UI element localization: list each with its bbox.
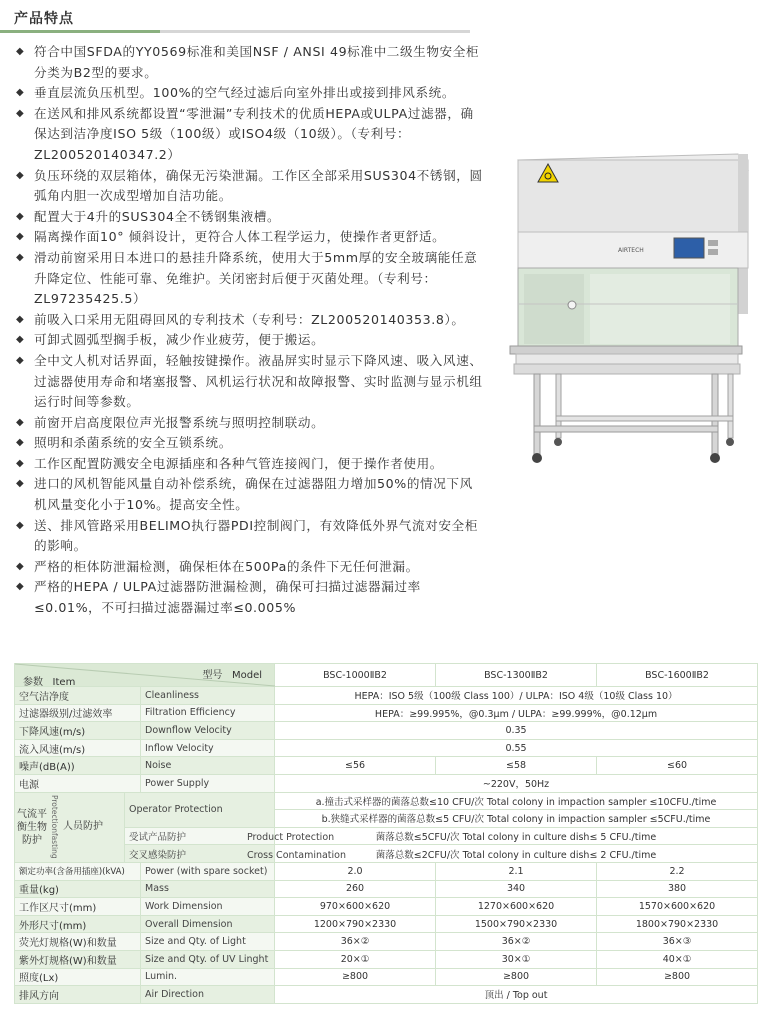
brand-label: AIRTECH — [618, 247, 644, 254]
row-value: 菌落总数≤5CFU/次 Total colony in culture dish≤ 5 CFU./time — [275, 827, 758, 845]
row-label-cn: 噪声(dB(A)) — [15, 757, 141, 775]
row-label-cn: 重量(kg) — [15, 880, 141, 898]
row-value: 1500×790×2330 — [436, 915, 597, 933]
row-label-en: Size and Qty. of Light — [141, 933, 275, 951]
row-label-en: Product Protection — [247, 832, 335, 844]
protection-group-label-en: Protectionfasting — [50, 795, 59, 860]
row-label-cn: 排风方向 — [15, 986, 141, 1004]
caster-wheel-icon — [532, 453, 542, 463]
diamond-bullet-icon: ◆ — [16, 169, 25, 181]
model-label-en: Model — [231, 670, 263, 681]
diamond-bullet-icon: ◆ — [16, 107, 25, 119]
table-row — [15, 827, 758, 845]
row-value: 菌落总数≤2CFU/次 Total colony in culture dish≤ 2 CFU./time — [275, 845, 758, 863]
row-value: ≤58 — [436, 757, 597, 775]
row-label-cn: 受试产品防护 — [129, 832, 187, 844]
diamond-bullet-icon: ◆ — [16, 437, 25, 449]
diamond-bullet-icon: ◆ — [16, 251, 25, 263]
table-row — [15, 880, 758, 898]
row-label-en: Power (with spare socket) — [141, 862, 275, 880]
feature-item: ◆ 严格的柜体防泄漏检测，确保柜体在500Pa的条件下无任何泄漏。 — [14, 557, 484, 578]
row-value: ≤56 — [275, 757, 436, 775]
row-label-cn: 工作区尺寸(mm) — [15, 898, 141, 916]
feature-item: ◆ 送、排风管路采用BELIMO执行器PDI控制阀门，有效降低外界气流对安全柜的影响。 — [16, 517, 478, 554]
control-button — [708, 249, 718, 255]
row-value: HEPA：≥99.995%，@0.3μm / ULPA：≥99.999%，@0.12μm — [275, 704, 758, 722]
diamond-bullet-icon: ◆ — [16, 313, 25, 325]
row-label-cn: 外形尺寸(mm) — [15, 915, 141, 933]
diamond-bullet-icon: ◆ — [16, 210, 25, 222]
diamond-bullet-icon: ◆ — [16, 231, 25, 243]
feature-item: ◆ 严格的HEPA / ULPA过滤器防泄漏检测，确保可扫描过滤器漏过率≤0.01%，不可扫描过滤器漏过率≤0.005% — [16, 579, 421, 616]
row-value: 36×③ — [597, 933, 758, 951]
caster-wheel-icon — [554, 438, 562, 446]
feature-item: ◆ 负压环绕的双层箱体，确保无污染泄漏。工作区全部采用SUS304不锈钢，圆弧角内胆一次成型增加自洁功能。 — [16, 167, 483, 204]
row-value: 2.0 — [275, 862, 436, 880]
row-value: ≥800 — [275, 968, 436, 986]
row-value: 1570×600×620 — [597, 898, 758, 916]
table-row — [15, 986, 758, 1004]
feature-item: ◆ 可卸式圆弧型搁手板，减少作业疲劳，便于搬运。 — [14, 330, 484, 351]
table-row — [15, 687, 758, 705]
row-value: 36×② — [436, 933, 597, 951]
row-label-en — [125, 845, 347, 863]
biosafety-cabinet-image — [500, 150, 760, 480]
diamond-bullet-icon: ◆ — [16, 354, 25, 366]
diamond-bullet-icon: ◆ — [16, 87, 25, 99]
table-row — [15, 757, 758, 775]
row-label-en: Size and Qty. of UV Linght — [141, 950, 275, 968]
row-label-en: Noise — [141, 757, 275, 775]
row-value: 1270×600×620 — [436, 898, 597, 916]
table-row — [15, 774, 758, 792]
feature-item: ◆ 进口的风机智能风量自动补偿系统，确保在过滤器阻力增加50%的情况下风机风量变化小于10%。提高安全性。 — [16, 476, 473, 513]
row-value: 1200×790×2330 — [275, 915, 436, 933]
row-label-en: Filtration Efficiency — [141, 704, 275, 722]
row-label-en: Power Supply — [141, 774, 275, 792]
feature-item: ◆ 照明和杀菌系统的安全互锁系统。 — [14, 433, 484, 454]
row-label-en: Mass — [141, 880, 275, 898]
row-value: ≥800 — [597, 968, 758, 986]
row-value: ≤60 — [597, 757, 758, 775]
feature-item: ◆ 符合中国SFDA的YY0569标准和美国NSF / ANSI 49标准中二级生物安全柜分类为B2型的要求。 — [16, 44, 480, 80]
row-label-en: Cross Contamination — [247, 849, 347, 861]
diamond-bullet-icon: ◆ — [16, 334, 25, 346]
param-label: 参数 — [23, 677, 43, 688]
table-header-row — [15, 664, 758, 687]
row-value: 2.2 — [597, 862, 758, 880]
feature-item: ◆ 滑动前窗采用日本进口的悬挂升降系统，使用大于5mm厚的安全玻璃能任意升降定位、性能可靠、免维护。关闭密封后便于灭菌处理。（专利号：ZL97235425.5） — [16, 249, 478, 307]
control-button — [708, 240, 718, 246]
header-corner-cell — [15, 664, 275, 687]
model-header: BSC-1600ⅡB2 — [597, 664, 758, 687]
row-value: 1800×790×2330 — [597, 915, 758, 933]
feature-item: ◆ 隔离操作面10° 倾斜设计，更符合人体工程学运力，使操作者更舒适。 — [14, 227, 484, 248]
row-value: ≥800 — [436, 968, 597, 986]
spec-table — [14, 663, 758, 1004]
feature-list — [14, 42, 484, 619]
row-label-en: Operator Protection — [125, 792, 275, 827]
diamond-bullet-icon: ◆ — [16, 478, 25, 490]
table-row — [15, 950, 758, 968]
title-underline — [0, 30, 470, 33]
row-label-cn: 空气洁净度 — [15, 687, 141, 705]
lcd-screen — [674, 238, 704, 258]
diamond-bullet-icon: ◆ — [16, 46, 25, 57]
table-row — [15, 933, 758, 951]
row-value: 0.55 — [275, 739, 758, 757]
feature-item: ◆ 前窗开启高度限位声光报警系统与照明控制联动。 — [14, 413, 484, 434]
feature-item: ◆ 在送风和排风系统都设置“零泄漏”专利技术的优质HEPA或ULPA过滤器，确保达到洁净度ISO 5级（100级）或ISO4级（10级）。（专利号：ZL200520140347.2） — [16, 105, 474, 162]
table-row — [15, 704, 758, 722]
row-label-en: Cleanliness — [141, 687, 275, 705]
row-value: 30×① — [436, 950, 597, 968]
row-value: 380 — [597, 880, 758, 898]
row-label-en: Air Direction — [141, 986, 275, 1004]
diamond-bullet-icon: ◆ — [16, 581, 25, 593]
model-header: BSC-1000ⅡB2 — [275, 664, 436, 687]
row-value: 20×① — [275, 950, 436, 968]
row-label-en: Downflow Velocity — [141, 722, 275, 740]
row-label-cn: 过滤器级别/过滤效率 — [15, 704, 141, 722]
table-row — [15, 739, 758, 757]
row-value: 970×600×620 — [275, 898, 436, 916]
feature-item: ◆ 工作区配置防溅安全电源插座和各种气管连接阀门，便于操作者使用。 — [14, 454, 484, 475]
row-label-cn: 额定功率(含备用插座)(kVA) — [15, 862, 141, 880]
caster-wheel-icon — [710, 453, 720, 463]
row-value: 36×② — [275, 933, 436, 951]
diamond-bullet-icon: ◆ — [16, 457, 25, 469]
table-row — [15, 862, 758, 880]
row-value: 2.1 — [436, 862, 597, 880]
feature-item: ◆ 全中文人机对话界面，轻触按键操作。液晶屏实时显示下降风速、吸入风速、过滤器使用寿命和堵塞报警、风机运行状况和故障报警、实时监测与显示机组运行时间等参数。 — [16, 352, 483, 410]
table-row — [15, 792, 758, 810]
diamond-bullet-icon: ◆ — [16, 416, 25, 428]
row-label-cn: 流入风速(m/s) — [15, 739, 141, 757]
row-label-en: Inflow Velocity — [141, 739, 275, 757]
row-value: 40×① — [597, 950, 758, 968]
diamond-bullet-icon: ◆ — [16, 560, 25, 572]
row-label-cn: 照度(Lx) — [15, 968, 141, 986]
row-label-cn: 荧光灯规格(W)和数量 — [15, 933, 141, 951]
table-row — [15, 898, 758, 916]
row-value: a.撞击式采样器的菌落总数≤10 CFU/次 Total colony in impaction sampler ≤10CFU./time — [275, 792, 758, 810]
row-value: HEPA：ISO 5级（100级 Class 100）/ ULPA：ISO 4级（10级 Class 10） — [275, 687, 758, 705]
row-label-en: Overall Dimension — [141, 915, 275, 933]
model-label: 型号 — [202, 670, 223, 681]
table-row — [15, 845, 758, 863]
row-label-en — [125, 827, 335, 845]
row-label-en: Lumin. — [141, 968, 275, 986]
param-label-en: Item — [52, 677, 76, 688]
row-label-en: Work Dimension — [141, 898, 275, 916]
row-value: b.狭缝式采样器的菌落总数≤5 CFU/次 Total colony in impaction sampler ≤5CFU./time — [275, 810, 758, 828]
feature-item: ◆ 配置大于4升的SUS304全不锈钢集液槽。 — [14, 207, 484, 228]
row-value: 340 — [436, 880, 597, 898]
row-label-cn: 下降风速(m/s) — [15, 722, 141, 740]
caster-wheel-icon — [726, 438, 734, 446]
diamond-bullet-icon: ◆ — [16, 519, 25, 531]
row-value: ~220V，50Hz — [275, 774, 758, 792]
table-row — [15, 722, 758, 740]
feature-item: ◆ 垂直层流负压机型。100%的空气经过滤后向室外排出或接到排风系统。 — [14, 83, 484, 104]
protection-group-label: 气流平衡生物防护 — [17, 808, 47, 846]
row-label-cn: 电源 — [15, 774, 141, 792]
table-row — [15, 968, 758, 986]
protection-group-cell — [15, 792, 125, 862]
operator-protection-label: 人员防护 — [63, 820, 103, 832]
row-label-cn: 交叉感染防护 — [129, 849, 187, 861]
row-label-cn: 紫外灯规格(W)和数量 — [15, 950, 141, 968]
model-header: BSC-1300ⅡB2 — [436, 664, 597, 687]
table-row — [15, 915, 758, 933]
row-value: 顶出 / Top out — [275, 986, 758, 1004]
feature-item: ◆ 前吸入口采用无阻碍回风的专利技术（专利号：ZL200520140353.8）。 — [14, 310, 484, 331]
section-title: 产品特点 — [14, 11, 74, 27]
row-value: 0.35 — [275, 722, 758, 740]
row-value: 260 — [275, 880, 436, 898]
